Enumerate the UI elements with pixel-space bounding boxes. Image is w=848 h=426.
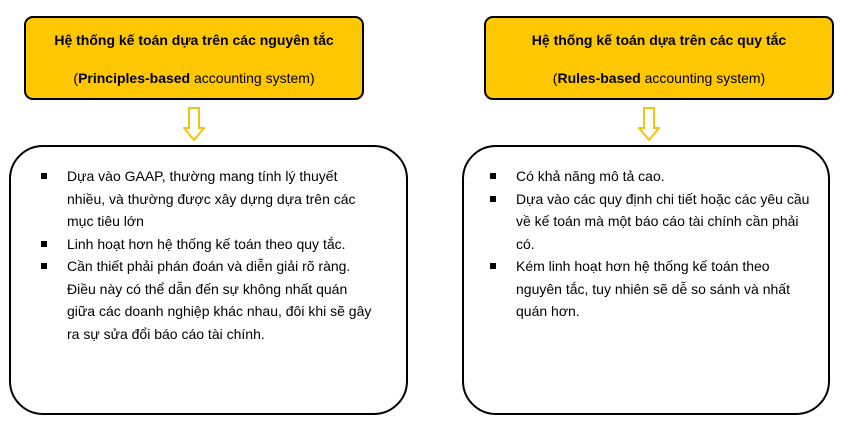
principles-header-subtitle [26, 68, 362, 88]
principles-header-title: Hệ thống kế toán dựa trên các nguyên tắc [54, 32, 334, 48]
principles-bullet-list [41, 165, 376, 345]
rules-header-subtitle [486, 68, 832, 88]
rules-subtitle-open-paren: ( [552, 70, 558, 86]
principles-header-box [24, 16, 364, 100]
rules-header-title: Hệ thống kế toán dựa trên các quy tắc [531, 32, 787, 48]
bullet-text: Cần thiết phải phán đoán và diễn giải rõ ràng. Điều này có thể dẫn đến sự không nhất quán giữa các doanh nghiệp khác nhau, đôi khi sẽ gây ra sự sửa đổi báo cáo tài chính. [67, 258, 372, 342]
square-bullet-icon [490, 173, 496, 179]
bullet-text: Dựa vào GAAP, thường mang tính lý thuyết nhiều, và thường được xây dựng dựa trên các mục tiêu lớn [67, 168, 356, 229]
down-arrow-shape [639, 108, 659, 140]
bullet-text: Dựa vào các quy định chi tiết hoặc các yêu cầu về kế toán mà một báo cáo tài chính cần phải có. [516, 190, 810, 252]
principles-subtitle-rest: accounting system) [190, 70, 315, 86]
list-item [41, 233, 376, 256]
square-bullet-icon [41, 241, 47, 247]
down-arrow-icon [638, 107, 660, 141]
down-arrow-icon [183, 107, 205, 141]
rules-header-box [484, 16, 834, 100]
list-item [490, 165, 810, 188]
list-item [490, 255, 810, 323]
square-bullet-icon [490, 196, 496, 202]
bullet-text: Có khả năng mô tả cao. [516, 168, 665, 184]
principles-subtitle-bold: Principles-based [78, 70, 191, 86]
principles-subtitle-open-paren: ( [73, 70, 79, 86]
square-bullet-icon [490, 263, 496, 269]
down-arrow-shape [184, 108, 204, 140]
square-bullet-icon [41, 263, 47, 269]
rules-subtitle-bold: Rules-based [557, 70, 641, 86]
list-item [490, 188, 810, 256]
rules-bullet-list [490, 165, 810, 323]
rules-subtitle-rest: accounting system) [640, 70, 766, 86]
principles-content-box [9, 145, 408, 415]
list-item [41, 165, 376, 233]
rules-content-box [462, 145, 830, 415]
bullet-text: Linh hoạt hơn hệ thống kế toán theo quy tắc. [67, 235, 346, 252]
list-item [41, 255, 376, 345]
bullet-text: Kém linh hoạt hơn hệ thống kế toán theo nguyên tắc, tuy nhiên sẽ dễ so sánh và nhất quán hơn. [516, 258, 790, 319]
square-bullet-icon [41, 173, 47, 179]
